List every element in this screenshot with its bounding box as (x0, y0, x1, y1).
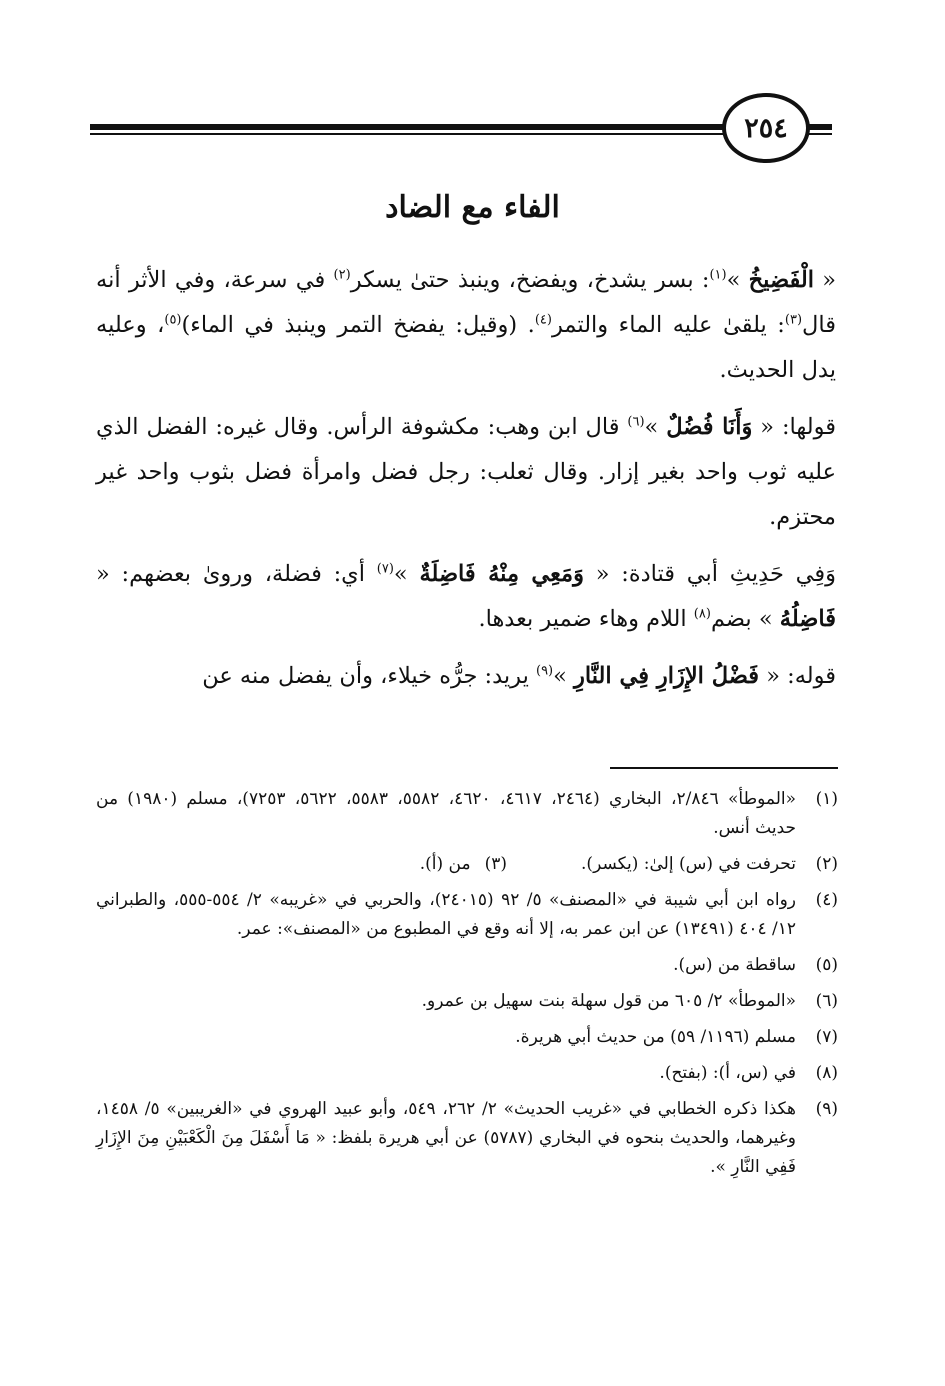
footnote-ref: (٤) (534, 312, 552, 328)
text-run: » (644, 414, 667, 440)
text-run: » (726, 267, 749, 293)
footnote-number: (٧) (815, 1027, 838, 1047)
footnote-text: ساقطة من (س). (673, 955, 796, 975)
footnote-number: (٤) (815, 890, 838, 910)
footnote-number: (٩) (815, 1099, 838, 1119)
text-run: » بضم (710, 606, 780, 632)
footnote-ref: (٧) (376, 561, 394, 577)
footnote-text: «الموطأ» ٢/٨٤٦، البخاري (٢٤٦٤، ٤٦١٧، ٤٦٢٠، ٥٥٨٢، ٥٥٨٣، ٥٦٢٢، ٧٢٥٣)، مسلم (١٩٨٠) من حديث أنس. (96, 789, 797, 838)
header-rule-end (808, 124, 832, 135)
footnote-ref: (٣) (784, 312, 803, 328)
text-run: : بسر يشدخ، ويفضخ، وينبذ حتىٰ يسكر (350, 267, 710, 293)
footnote (96, 886, 838, 944)
text-run: « (813, 267, 836, 293)
footnote-number: (٥) (815, 955, 838, 975)
paragraph (96, 258, 836, 393)
page-number: ٢٥٤ (722, 93, 810, 163)
footnote (96, 785, 838, 843)
text-run: . (وقيل: يفضخ التمر وينبذ في الماء) (181, 312, 535, 338)
quoted-term: فَضْلُ الإِزَارِ فِي النَّارِ (574, 663, 760, 689)
footnote-ref: (٥) (164, 312, 182, 328)
footnote (96, 987, 838, 1016)
footnote (96, 1059, 838, 1088)
header-rule (90, 124, 724, 135)
quoted-term: فَاضِلُهُ (779, 606, 836, 632)
footnote-ref: (٨) (693, 606, 711, 622)
text-run: يريد: جرُّه خيلاء، وأن يفضل منه عن (202, 663, 536, 689)
quoted-term: الْفَضِيخُ (748, 267, 814, 293)
text-run: ، وعليه يدل الحديث. (96, 312, 836, 383)
footnote-text: هكذا ذكره الخطابي في «غريب الحديث» ٢/ ٢٦٢، ٥٤٩، وأبو عبيد الهروي في «الغريبين» ٥/ ١٤٥٨، وغيرهما، والحديث بنحوه في البخاري (٥٧٨٧) عن أبي هريرة بلفظ: « مَا أَسْفَلَ مِنَ الْكَعْبَيْنِ مِنَ الإِزَارِ فَفِي النَّارِ ». (96, 1099, 796, 1177)
quoted-term: وَمَعِي مِنْهُ فَاضِلَةٌ (419, 561, 584, 587)
footnote-number: (٦) (815, 991, 838, 1011)
footnote (96, 1023, 838, 1052)
footnote (420, 850, 507, 879)
footnote-ref: (٩) (535, 663, 554, 679)
text-run: اللام وهاء ضمير بعدها. (478, 606, 694, 632)
footnote-text: مسلم (١١٩٦/ ٥٩) من حديث أبي هريرة. (515, 1027, 796, 1047)
text-run: » (393, 561, 420, 587)
footnote-separator (610, 767, 838, 769)
chapter-title: الفاء مع الضاد (385, 190, 560, 225)
text-run: أي: فضلة، وروىٰ بعضهم: « (96, 561, 377, 587)
footnote (96, 1095, 838, 1182)
text-run: » (553, 663, 575, 689)
footnote-number: (١) (815, 789, 838, 809)
paragraph (96, 654, 836, 699)
text-run: قولها: « (752, 414, 836, 440)
footnote-text: رواه ابن أبي شيبة في «المصنف» ٥/ ٩٢ (٢٤٠١٥)، والحربي في «غريبه» ٢/ ٥٥٤-٥٥٥، والطبراني ١٢/ ٤٠٤ (١٣٤٩١) عن ابن عمر به، إلا أنه وقع في المطبوع من «المصنف»: عمر. (96, 890, 796, 939)
text-run: في سرعة، وفي الأثر أنه قال (96, 267, 836, 338)
footnote-ref: (١) (709, 267, 727, 283)
text-run: قال ابن وهب: مكشوفة الرأس. وقال غيره: الفضل الذي عليه ثوب واحد بغير إزار. وقال ثعلب: رجل فضل وامرأة فضل بثوب واحد غير محتزم. (96, 414, 836, 530)
footnote (96, 951, 838, 980)
footnote-text: من (أ). (419, 854, 471, 874)
footnote-ref: (٢) (333, 267, 351, 283)
footnote-text: في (س، أ): (بفتح). (659, 1063, 796, 1083)
footnote-number: (٢) (815, 854, 838, 874)
text-run: : يلقىٰ عليه الماء والتمر (551, 312, 785, 338)
footnote-text: تحرفت في (س) إلىٰ: (يكسر). (581, 854, 796, 874)
footnote-number: (٣) (484, 854, 508, 874)
main-text (96, 258, 836, 711)
text-run: وَفِي حَدِيثِ أبي قتادة: « (583, 561, 836, 587)
footnote-number: (٨) (815, 1063, 838, 1083)
text-run: قوله: « (759, 663, 836, 689)
footnote-ref: (٦) (627, 414, 645, 430)
footnote-text: «الموطأ» ٢/ ٦٠٥ من قول سهلة بنت سهيل بن عمرو. (421, 991, 796, 1011)
paragraph (96, 552, 836, 642)
footnote (96, 850, 838, 879)
quoted-term: وَأَنَا فُضُلٌ (666, 414, 753, 440)
footnotes (96, 785, 838, 1189)
paragraph (96, 405, 836, 540)
